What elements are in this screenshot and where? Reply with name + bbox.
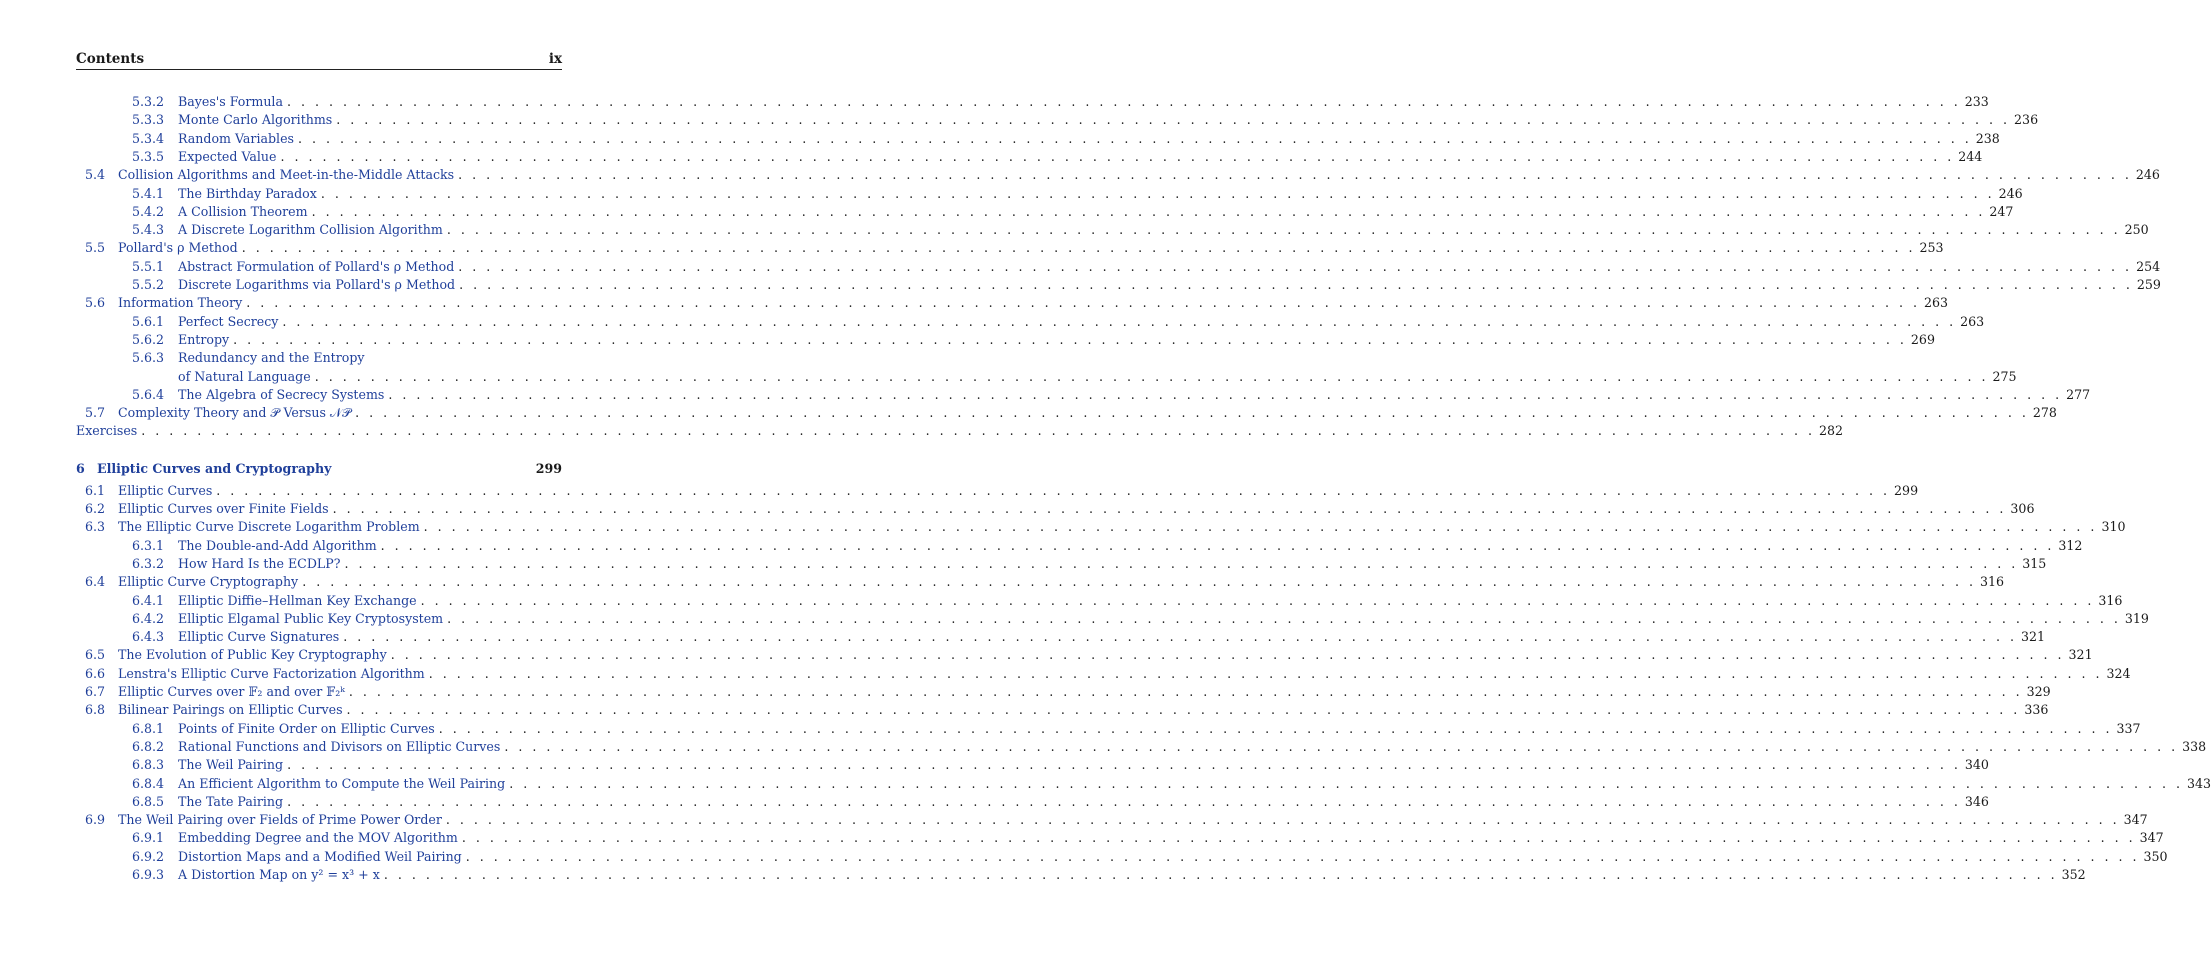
toc-entry[interactable] xyxy=(76,738,2207,756)
toc-entry-number: 5.4.2 xyxy=(132,203,165,219)
toc-entry[interactable] xyxy=(76,811,2148,829)
toc-entry-page: 310 xyxy=(2101,519,2126,535)
toc-entry-number: 6.8.1 xyxy=(132,720,165,736)
toc-entry[interactable] xyxy=(76,422,1844,440)
leader-dots: . . . . . . . . . . . . . . . . . . . . . . . . . . . . . . . . . . . . . . . . . . . . . . . . . . . . . . . . . . . . . . . . . . . . . . . . . . . . . . . . . . . . . . . . . . . . . . . . . . . . . . . . . . . . . . . . . . . . . . . . xyxy=(458,167,2132,183)
toc-entry-page: 246 xyxy=(1998,185,2023,201)
page-number: ix xyxy=(548,51,562,67)
toc-entry-title[interactable]: Elliptic Elgamal Public Key Cryptosystem xyxy=(178,610,444,626)
toc-entry-title[interactable]: The Evolution of Public Key Cryptography xyxy=(118,647,387,663)
leader-dots: . . . . . . . . . . . . . . . . . . . . . . . . . . . . . . . . . . . . . . . . . . . . . . . . . . . . . . . . . . . . . . . . . . . . . . . . . . . . . . . . . . . . . . . . . . . . . . . . . . . . . . . . . . . . . . . . . . . . . . . . xyxy=(438,720,2113,736)
toc-entry[interactable] xyxy=(76,148,1983,166)
toc-entry-number: 6.8.2 xyxy=(132,738,165,754)
toc-entry-page: 306 xyxy=(2010,501,2035,516)
leader-dots: . . . . . . . . . . . . . . . . . . . . . . . . . . . . . . . . . . . . . . . . . . . . . . . . . . . . . . . . . . . . . . . . . . . . . . . . . . . . . . . . . . . . . . . . . . . . . . . . . . . . . . . . . . . . . . . . . . . . . . . . xyxy=(346,702,2021,718)
toc-entry-page: 340 xyxy=(1964,757,1989,773)
leader-dots: . . . . . . . . . . . . . . . . . . . . . . . . . . . . . . . . . . . . . . . . . . . . . . . . . . . . . . . . . . . . . . . . . . . . . . . . . . . . . . . . . . . . . . . . . . . . . . . . . . . . . . . . . . . . . . . . . . . . . . . . xyxy=(504,738,2179,754)
toc-entry-number: 6.3.1 xyxy=(132,537,165,553)
toc-entry-number: 6.8.3 xyxy=(132,757,165,773)
toc-entry-title[interactable]: The Tate Pairing xyxy=(178,793,284,809)
toc-entry-page: 282 xyxy=(1819,423,1844,439)
toc-entry-number: 5.6.4 xyxy=(132,386,165,402)
toc-entry-title[interactable]: How Hard Is the ECDLP? xyxy=(178,555,341,571)
toc-entry-title[interactable]: Rational Functions and Divisors on Elliptic Curves xyxy=(178,738,501,754)
toc-entry-title[interactable]: The Algebra of Secrecy Systems xyxy=(178,386,385,402)
leader-dots: . . . . . . . . . . . . . . . . . . . . . . . . . . . . . . . . . . . . . . . . . . . . . . . . . . . . . . . . . . . . . . . . . . . . . . . . . . . . . . . . . . . . . . . . . . . . . . . . . . . . . . . . . . . . . . . . . . . . . . . . xyxy=(302,574,1976,590)
toc-entry[interactable] xyxy=(76,573,2004,591)
toc-entry-number: 6.9.1 xyxy=(132,830,165,846)
toc-entry-title[interactable]: Lenstra's Elliptic Curve Factorization Algorithm xyxy=(118,665,425,681)
toc-entry-number: 6.7 xyxy=(85,684,106,699)
toc-entry[interactable] xyxy=(76,848,2168,866)
toc-entry[interactable] xyxy=(76,349,562,367)
toc-entry-page: 329 xyxy=(2026,684,2051,699)
toc-entry-number: 6.2 xyxy=(85,501,106,516)
toc-entry-number: 6.9.2 xyxy=(132,848,165,864)
toc-entry-page: 278 xyxy=(2032,405,2057,421)
toc-entry[interactable] xyxy=(76,628,2046,646)
toc-entry-title[interactable]: Elliptic Diffie–Hellman Key Exchange xyxy=(178,592,417,608)
toc-entry-page: 319 xyxy=(2124,610,2149,626)
toc-entry-title[interactable]: Points of Finite Order on Elliptic Curves xyxy=(178,720,435,736)
toc-entry-title[interactable]: Exercises xyxy=(76,423,138,439)
toc-entry[interactable] xyxy=(76,276,2161,294)
leader-dots: . . . . . . . . . . . . . . . . . . . . . . . . . . . . . . . . . . . . . . . . . . . . . . . . . . . . . . . . . . . . . . . . . . . . . . . . . . . . . . . . . . . . . . . . . . . . . . . . . . . . . . . . . . . . . . . . . . . . . . . . xyxy=(287,793,1961,809)
leader-dots: . . . . . . . . . . . . . . . . . . . . . . . . . . . . . . . . . . . . . . . . . . . . . . . . . . . . . . . . . . . . . . . . . . . . . . . . . . . . . . . . . . . . . . . . . . . . . . . . . . . . . . . . . . . . . . . . . . . . . . . . xyxy=(458,258,2133,274)
toc-entry-title[interactable]: A Discrete Logarithm Collision Algorithm xyxy=(178,222,443,238)
toc-entry-title[interactable]: Elliptic Curves and Cryptography xyxy=(97,460,332,476)
leader-dots: . . . . . . . . . . . . . . . . . . . . . . . . . . . . . . . . . . . . . . . . . . . . . . . . . . . . . . . . . . . . . . . . . . . . . . . . . . . . . . . . . . . . . . . . . . . . . . . . . . . . . . . . . . . . . . . . . . . . . . . . xyxy=(216,482,1891,498)
leader-dots: . . . . . . . . . . . . . . . . . . . . . . . . . . . . . . . . . . . . . . . . . . . . . . . . . . . . . . . . . . . . . . . . . . . . . . . . . . . . . . . . . . . . . . . . . . . . . . . . . . . . . . . . . . . . . . . . . . . . . . . . xyxy=(459,277,2133,292)
toc-entry-number: 5.6.3 xyxy=(132,350,165,366)
toc-entry[interactable] xyxy=(76,93,1989,111)
toc-entry-page: 263 xyxy=(1960,313,1985,329)
leader-dots: . . . . . . . . . . . . . . . . . . . . . . . . . . . . . . . . . . . . . . . . . . . . . . . . . . . . . . . . . . . . . . . . . . . . . . . . . . . . . . . . . . . . . . . . . . . . . . . . . . . . . . . . . . . . . . . . . . . . . . . . xyxy=(282,313,1957,329)
toc-entry-title[interactable]: of Natural Language xyxy=(178,368,311,384)
leader-dots: . . . . . . . . . . . . . . . . . . . . . . . . . . . . . . . . . . . . . . . . . . . . . . . . . . . . . . . . . . . . . . . . . . . . . . . . . . . . . . . . . . . . . . . . . . . . . . . . . . . . . . . . . . . . . . . . . . . . . . . . xyxy=(343,629,2018,645)
leader-dots: . . . . . . . . . . . . . . . . . . . . . . . . . . . . . . . . . . . . . . . . . . . . . . . . . . . . . . . . . . . . . . . . . . . . . . . . . . . . . . . . . . . . . . . . . . . . . . . . . . . . . . . . . . . . . . . . . . . . . . . . xyxy=(428,665,2103,681)
toc-entry-page: 352 xyxy=(2061,867,2086,882)
toc-entry[interactable] xyxy=(76,555,2047,573)
toc-entry-page: 253 xyxy=(1919,240,1944,256)
toc-entry[interactable] xyxy=(76,537,2083,555)
toc-entry[interactable] xyxy=(76,203,2014,221)
leader-dots: . . . . . . . . . . . . . . . . . . . . . . . . . . . . . . . . . . . . . . . . . . . . . . . . . . . . . . . . . . . . . . . . . . . . . . . . . . . . . . . . . . . . . . . . . . . . . . . . . . . . . . . . . . . . . . . . . . . . . . . . xyxy=(287,757,1961,773)
toc-entry-number: 5.3.2 xyxy=(132,94,165,109)
toc-entry-page: 316 xyxy=(2098,592,2123,608)
toc-entry-page: 233 xyxy=(1964,94,1989,109)
toc-entry-number: 6.9 xyxy=(85,812,106,828)
toc-entry-title[interactable]: Monte Carlo Algorithms xyxy=(178,112,333,128)
toc-entry-page: 236 xyxy=(2014,112,2039,128)
toc-entry-number: 5.3.4 xyxy=(132,130,165,146)
toc-entry-number: 6.8.4 xyxy=(132,775,165,791)
toc-entry-number: 5.6.1 xyxy=(132,313,165,329)
toc-entry[interactable] xyxy=(76,665,2131,683)
toc-entry-page: 250 xyxy=(2124,222,2149,238)
toc-entry[interactable] xyxy=(76,866,2086,884)
toc-entry-page: 299 xyxy=(535,460,562,476)
toc-entry-page: 350 xyxy=(2143,848,2168,864)
toc-entry-page: 337 xyxy=(2116,720,2141,736)
toc-entry-title[interactable]: Elliptic Curve Cryptography xyxy=(118,574,299,590)
toc-entry-title[interactable]: Perfect Secrecy xyxy=(178,313,279,329)
toc-entry-title[interactable]: The Weil Pairing xyxy=(178,757,284,773)
toc-entry-number: 5.6.2 xyxy=(132,331,165,347)
leader-dots: . . . . . . . . . . . . . . . . . . . . . . . . . . . . . . . . . . . . . . . . . . . . . . . . . . . . . . . . . . . . . . . . . . . . . . . . . . . . . . . . . . . . . . . . . . . . . . . . . . . . . . . . . . . . . . . . . . . . . . . . xyxy=(380,537,2055,553)
toc-entry[interactable] xyxy=(76,683,2051,701)
leader-dots: . . . . . . . . . . . . . . . . . . . . . . . . . . . . . . . . . . . . . . . . . . . . . . . . . . . . . . . . . . . . . . . . . . . . . . . . . . . . . . . . . . . . . . . . . . . . . . . . . . . . . . . . . . . . . . . . . . . . . . . . xyxy=(390,647,2065,663)
toc-entry-page: 244 xyxy=(1958,148,1983,164)
toc-entry[interactable] xyxy=(76,221,2149,239)
toc-entry-title[interactable]: A Distortion Map on y² = x³ + x xyxy=(178,867,380,882)
toc-entry-number: 6.1 xyxy=(85,482,106,498)
leader-dots: . . . . . . . . . . . . . . . . . . . . . . . . . . . . . . . . . . . . . . . . . . . . . . . . . . . . . . . . . . . . . . . . . . . . . . . . . . . . . . . . . . . . . . . . . . . . . . . . . . . . . . . . . . . . . . . . . . . . . . . . xyxy=(241,240,1916,256)
toc-entry-number: 5.3.5 xyxy=(132,148,165,164)
leader-dots: . . . . . . . . . . . . . . . . . . . . . . . . . . . . . . . . . . . . . . . . . . . . . . . . . . . . . . . . . . . . . . . . . . . . . . . . . . . . . . . . . . . . . . . . . . . . . . . . . . . . . . . . . . . . . . . . . . . . . . . . xyxy=(446,222,2121,238)
toc-entry[interactable] xyxy=(76,592,2123,610)
toc-entry[interactable] xyxy=(76,793,1989,811)
toc-entry-page: 346 xyxy=(1964,793,1989,809)
leader-dots: . . . . . . . . . . . . . . . . . . . . . . . . . . . . . . . . . . . . . . . . . . . . . . . . . . . . . . . . . . . . . . . . . . . . . . . . . . . . . . . . . . . . . . . . . . . . . . . . . . . . . . . . . . . . . . . . . . . . . . . . xyxy=(336,112,2011,128)
leader-dots: . . . . . . . . . . . . . . . . . . . . . . . . . . . . . . . . . . . . . . . . . . . . . . . . . . . . . . . . . . . . . . . . . . . . . . . . . . . . . . . . . . . . . . . . . . . . . . . . . . . . . . . . . . . . . . . . . . . . . . . . xyxy=(383,867,2058,882)
toc-entry-page: 315 xyxy=(2022,555,2047,571)
toc-entry[interactable] xyxy=(76,404,2057,422)
toc-entry[interactable] xyxy=(76,829,2164,847)
toc-entry-title[interactable]: Expected Value xyxy=(178,148,277,164)
toc-entry-page: 347 xyxy=(2123,812,2148,828)
toc-entry-page: 269 xyxy=(1910,331,1935,347)
toc-entry-page: 316 xyxy=(1979,574,2004,590)
leader-dots: . . . . . . . . . . . . . . . . . . . . . . . . . . . . . . . . . . . . . . . . . . . . . . . . . . . . . . . . . . . . . . . . . . . . . . . . . . . . . . . . . . . . . . . . . . . . . . . . . . . . . . . . . . . . . . . . . . . . . . . . xyxy=(355,405,2029,421)
toc-entry-title[interactable]: Elliptic Curves over Finite Fields xyxy=(118,501,329,516)
leader-dots: . . . . . . . . . . . . . . . . . . . . . . . . . . . . . . . . . . . . . . . . . . . . . . . . . . . . . . . . . . . . . . . . . . . . . . . . . . . . . . . . . . . . . . . . . . . . . . . . . . . . . . . . . . . . . . . . . . . . . . . . xyxy=(509,775,2183,791)
toc-entry-title[interactable]: Abstract Formulation of Pollard's ρ Method xyxy=(178,258,455,274)
toc-entry-page: 324 xyxy=(2106,665,2131,681)
toc-entry-title[interactable]: Embedding Degree and the MOV Algorithm xyxy=(178,830,458,846)
toc-entry-page: 343 xyxy=(2187,775,2211,791)
toc-entry-page: 277 xyxy=(2066,386,2091,402)
leader-dots: . . . . . . . . . . . . . . . . . . . . . . . . . . . . . . . . . . . . . . . . . . . . . . . . . . . . . . . . . . . . . . . . . . . . . . . . . . . . . . . . . . . . . . . . . . . . . . . . . . . . . . . . . . . . . . . . . . . . . . . . xyxy=(233,331,1907,347)
leader-dots: . . . . . . . . . . . . . . . . . . . . . . . . . . . . . . . . . . . . . . . . . . . . . . . . . . . . . . . . . . . . . . . . . . . . . . . . . . . . . . . . . . . . . . . . . . . . . . . . . . . . . . . . . . . . . . . . . . . . . . . . xyxy=(388,386,2063,402)
leader-dots: . . . . . . . . . . . . . . . . . . . . . . . . . . . . . . . . . . . . . . . . . . . . . . . . . . . . . . . . . . . . . . . . . . . . . . . . . . . . . . . . . . . . . . . . . . . . . . . . . . . . . . . . . . . . . . . . . . . . . . . . xyxy=(423,519,2098,535)
leader-dots: . . . . . . . . . . . . . . . . . . . . . . . . . . . . . . . . . . . . . . . . . . . . . . . . . . . . . . . . . . . . . . . . . . . . . . . . . . . . . . . . . . . . . . . . . . . . . . . . . . . . . . . . . . . . . . . . . . . . . . . . xyxy=(286,94,1961,109)
toc-entry-number: 6.5 xyxy=(85,647,106,663)
toc-entry-number: 6.6 xyxy=(85,665,106,681)
toc-entry[interactable] xyxy=(76,756,1989,774)
leader-dots: . . . . . . . . . . . . . . . . . . . . . . . . . . . . . . . . . . . . . . . . . . . . . . . . . . . . . . . . . . . . . . . . . . . . . . . . . . . . . . . . . . . . . . . . . . . . . . . . . . . . . . . . . . . . . . . . . . . . . . . . xyxy=(420,592,2095,608)
toc-entry[interactable] xyxy=(76,500,2035,518)
toc-entry-page: 254 xyxy=(2136,258,2161,274)
toc-entry-number: 5.7 xyxy=(85,405,106,421)
toc-entry-title[interactable]: Elliptic Curve Signatures xyxy=(178,629,340,645)
toc-entry[interactable] xyxy=(76,518,2126,536)
toc-entry[interactable] xyxy=(76,258,2161,276)
header-title: Contents xyxy=(76,51,145,67)
toc-entry-title[interactable]: The Birthday Paradox xyxy=(178,185,317,201)
toc-entry-page: 238 xyxy=(1975,130,2000,146)
leader-dots: . . . . . . . . . . . . . . . . . . . . . . . . . . . . . . . . . . . . . . . . . . . . . . . . . . . . . . . . . . . . . . . . . . . . . . . . . . . . . . . . . . . . . . . . . . . . . . . . . . . . . . . . . . . . . . . . . . . . . . . . xyxy=(320,185,1995,201)
toc-entry-title[interactable]: A Collision Theorem xyxy=(178,203,308,219)
toc-entry-page: 246 xyxy=(2135,167,2160,183)
toc-entry[interactable] xyxy=(76,185,2023,203)
toc-entry[interactable] xyxy=(76,701,2049,719)
leader-dots: . . . . . . . . . . . . . . . . . . . . . . . . . . . . . . . . . . . . . . . . . . . . . . . . . . . . . . . . . . . . . . . . . . . . . . . . . . . . . . . . . . . . . . . . . . . . . . . . . . . . . . . . . . . . . . . . . . . . . . . . xyxy=(461,830,2136,846)
leader-dots: . . . . . . . . . . . . . . . . . . . . . . . . . . . . . . . . . . . . . . . . . . . . . . . . . . . . . . . . . . . . . . . . . . . . . . . . . . . . . . . . . . . . . . . . . . . . . . . . . . . . . . . . . . . . . . . . . . . . . . . . xyxy=(141,423,1815,439)
toc-entry[interactable] xyxy=(76,482,1919,500)
toc-entry-title[interactable]: Complexity Theory and 𝒫 Versus 𝒩𝒫 xyxy=(118,405,352,421)
toc-entry-number: 6.8 xyxy=(85,702,106,718)
toc-entry-page: 312 xyxy=(2058,537,2083,553)
toc-entry-number: 5.5.1 xyxy=(132,258,165,274)
toc-entry-number: 5.5 xyxy=(85,240,106,256)
leader-dots: . . . . . . . . . . . . . . . . . . . . . . . . . . . . . . . . . . . . . . . . . . . . . . . . . . . . . . . . . . . . . . . . . . . . . . . . . . . . . . . . . . . . . . . . . . . . . . . . . . . . . . . . . . . . . . . . . . . . . . . . xyxy=(280,148,1955,164)
toc-entry-title[interactable]: Distortion Maps and a Modified Weil Pairing xyxy=(178,848,462,864)
toc-entry-page: 275 xyxy=(1992,368,2017,384)
toc-entry-number: 5.3.3 xyxy=(132,112,165,128)
running-header xyxy=(76,50,562,70)
toc-entry-number: 6.4.3 xyxy=(132,629,165,645)
toc-entry-number: 6.3 xyxy=(85,519,106,535)
leader-dots: . . . . . . . . . . . . . . . . . . . . . . . . . . . . . . . . . . . . . . . . . . . . . . . . . . . . . . . . . . . . . . . . . . . . . . . . . . . . . . . . . . . . . . . . . . . . . . . . . . . . . . . . . . . . . . . . . . . . . . . . xyxy=(246,295,1921,311)
leader-dots: . . . . . . . . . . . . . . . . . . . . . . . . . . . . . . . . . . . . . . . . . . . . . . . . . . . . . . . . . . . . . . . . . . . . . . . . . . . . . . . . . . . . . . . . . . . . . . . . . . . . . . . . . . . . . . . . . . . . . . . . xyxy=(314,368,1989,384)
toc-entry-title[interactable]: Bilinear Pairings on Elliptic Curves xyxy=(118,702,343,718)
toc-entry-title[interactable]: Collision Algorithms and Meet-in-the-Middle Attacks xyxy=(118,167,455,183)
leader-dots: . . . . . . . . . . . . . . . . . . . . . . . . . . . . . . . . . . . . . . . . . . . . . . . . . . . . . . . . . . . . . . . . . . . . . . . . . . . . . . . . . . . . . . . . . . . . . . . . . . . . . . . . . . . . . . . . . . . . . . . . xyxy=(311,203,1986,219)
toc-entry-number: 6.4.1 xyxy=(132,592,165,608)
toc-entry[interactable] xyxy=(76,775,2211,793)
leader-dots: . . . . . . . . . . . . . . . . . . . . . . . . . . . . . . . . . . . . . . . . . . . . . . . . . . . . . . . . . . . . . . . . . . . . . . . . . . . . . . . . . . . . . . . . . . . . . . . . . . . . . . . . . . . . . . . . . . . . . . . . xyxy=(465,848,2140,864)
toc-entry-title[interactable]: Pollard's ρ Method xyxy=(118,240,238,256)
toc-entry-title[interactable]: Elliptic Curves xyxy=(118,482,213,498)
toc-entry[interactable] xyxy=(76,720,2141,738)
toc-entry-page: 263 xyxy=(1924,295,1949,311)
toc-entry[interactable] xyxy=(76,386,2091,404)
leader-dots: . . . . . . . . . . . . . . . . . . . . . . . . . . . . . . . . . . . . . . . . . . . . . . . . . . . . . . . . . . . . . . . . . . . . . . . . . . . . . . . . . . . . . . . . . . . . . . . . . . . . . . . . . . . . . . . . . . . . . . . . xyxy=(344,555,2019,571)
toc-entry[interactable] xyxy=(76,294,1949,312)
leader-dots: . . . . . . . . . . . . . . . . . . . . . . . . . . . . . . . . . . . . . . . . . . . . . . . . . . . . . . . . . . . . . . . . . . . . . . . . . . . . . . . . . . . . . . . . . . . . . . . . . . . . . . . . . . . . . . . . . . . . . . . . xyxy=(298,130,1972,146)
toc-entry-title[interactable]: Random Variables xyxy=(178,130,294,146)
toc-entry-title[interactable]: An Efficient Algorithm to Compute the Weil Pairing xyxy=(178,775,506,791)
toc-entry-title[interactable]: Discrete Logarithms via Pollard's ρ Method xyxy=(178,277,456,292)
toc-entry[interactable] xyxy=(76,111,2039,129)
leader-dots: . . . . . . . . . . . . . . . . . . . . . . . . . . . . . . . . . . . . . . . . . . . . . . . . . . . . . . . . . . . . . . . . . . . . . . . . . . . . . . . . . . . . . . . . . . . . . . . . . . . . . . . . . . . . . . . . . . . . . . . . xyxy=(348,684,2023,699)
toc-entry-page: 338 xyxy=(2182,738,2207,754)
toc-entry[interactable] xyxy=(76,130,2000,148)
leader-dots: . . . . . . . . . . . . . . . . . . . . . . . . . . . . . . . . . . . . . . . . . . . . . . . . . . . . . . . . . . . . . . . . . . . . . . . . . . . . . . . . . . . . . . . . . . . . . . . . . . . . . . . . . . . . . . . . . . . . . . . . xyxy=(447,610,2121,626)
toc-entry-number: 6.3.2 xyxy=(132,555,165,571)
toc-entry[interactable] xyxy=(76,646,2093,664)
toc-chapter[interactable] xyxy=(76,460,562,478)
toc-entry-number: 5.5.2 xyxy=(132,277,165,292)
toc-entry-number: 5.4.3 xyxy=(132,222,165,238)
toc-entry-page: 336 xyxy=(2024,702,2049,718)
toc-entry-title[interactable]: Elliptic Curves over 𝔽₂ and over 𝔽₂ᵏ xyxy=(118,684,345,699)
toc-entry-page: 299 xyxy=(1894,482,1919,498)
toc-entry[interactable] xyxy=(76,313,1985,331)
toc-entry-number: 6.8.5 xyxy=(132,793,165,809)
toc-entry-page: 247 xyxy=(1989,203,2014,219)
toc-entry[interactable] xyxy=(76,610,2149,628)
toc-entry-title[interactable]: Entropy xyxy=(178,331,230,347)
toc-entry[interactable] xyxy=(76,368,2017,386)
toc-entry-number: 6.4.2 xyxy=(132,610,165,626)
toc-entry-page: 321 xyxy=(2068,647,2093,663)
toc-entry-number: 6.9.3 xyxy=(132,867,165,882)
toc-entry-page: 347 xyxy=(2139,830,2164,846)
toc-entry-number: 6.4 xyxy=(85,574,106,590)
toc-entry-title[interactable]: Redundancy and the Entropy xyxy=(178,350,365,366)
toc-entry-title[interactable]: Bayes's Formula xyxy=(178,94,283,109)
toc-entry-number: 5.6 xyxy=(85,295,106,311)
toc-entry-page: 259 xyxy=(2136,277,2161,292)
leader-dots: . . . . . . . . . . . . . . . . . . . . . . . . . . . . . . . . . . . . . . . . . . . . . . . . . . . . . . . . . . . . . . . . . . . . . . . . . . . . . . . . . . . . . . . . . . . . . . . . . . . . . . . . . . . . . . . . . . . . . . . . xyxy=(332,501,2007,516)
toc-entry[interactable] xyxy=(76,239,1944,257)
toc-entry-page: 321 xyxy=(2021,629,2046,645)
toc-entry-number: 5.4.1 xyxy=(132,185,165,201)
toc-entry[interactable] xyxy=(76,166,2160,184)
toc-entry[interactable] xyxy=(76,331,1935,349)
toc-entry-number: 5.4 xyxy=(85,167,106,183)
toc-entry-number: 6 xyxy=(76,460,85,476)
toc-entry-title[interactable]: The Weil Pairing over Fields of Prime Power Order xyxy=(118,812,442,828)
toc-entry-title[interactable]: The Double-and-Add Algorithm xyxy=(178,537,377,553)
leader-dots: . . . . . . . . . . . . . . . . . . . . . . . . . . . . . . . . . . . . . . . . . . . . . . . . . . . . . . . . . . . . . . . . . . . . . . . . . . . . . . . . . . . . . . . . . . . . . . . . . . . . . . . . . . . . . . . . . . . . . . . . xyxy=(445,812,2120,828)
toc-entry-title[interactable]: Information Theory xyxy=(118,295,243,311)
toc-entry-title[interactable]: The Elliptic Curve Discrete Logarithm Problem xyxy=(118,519,420,535)
